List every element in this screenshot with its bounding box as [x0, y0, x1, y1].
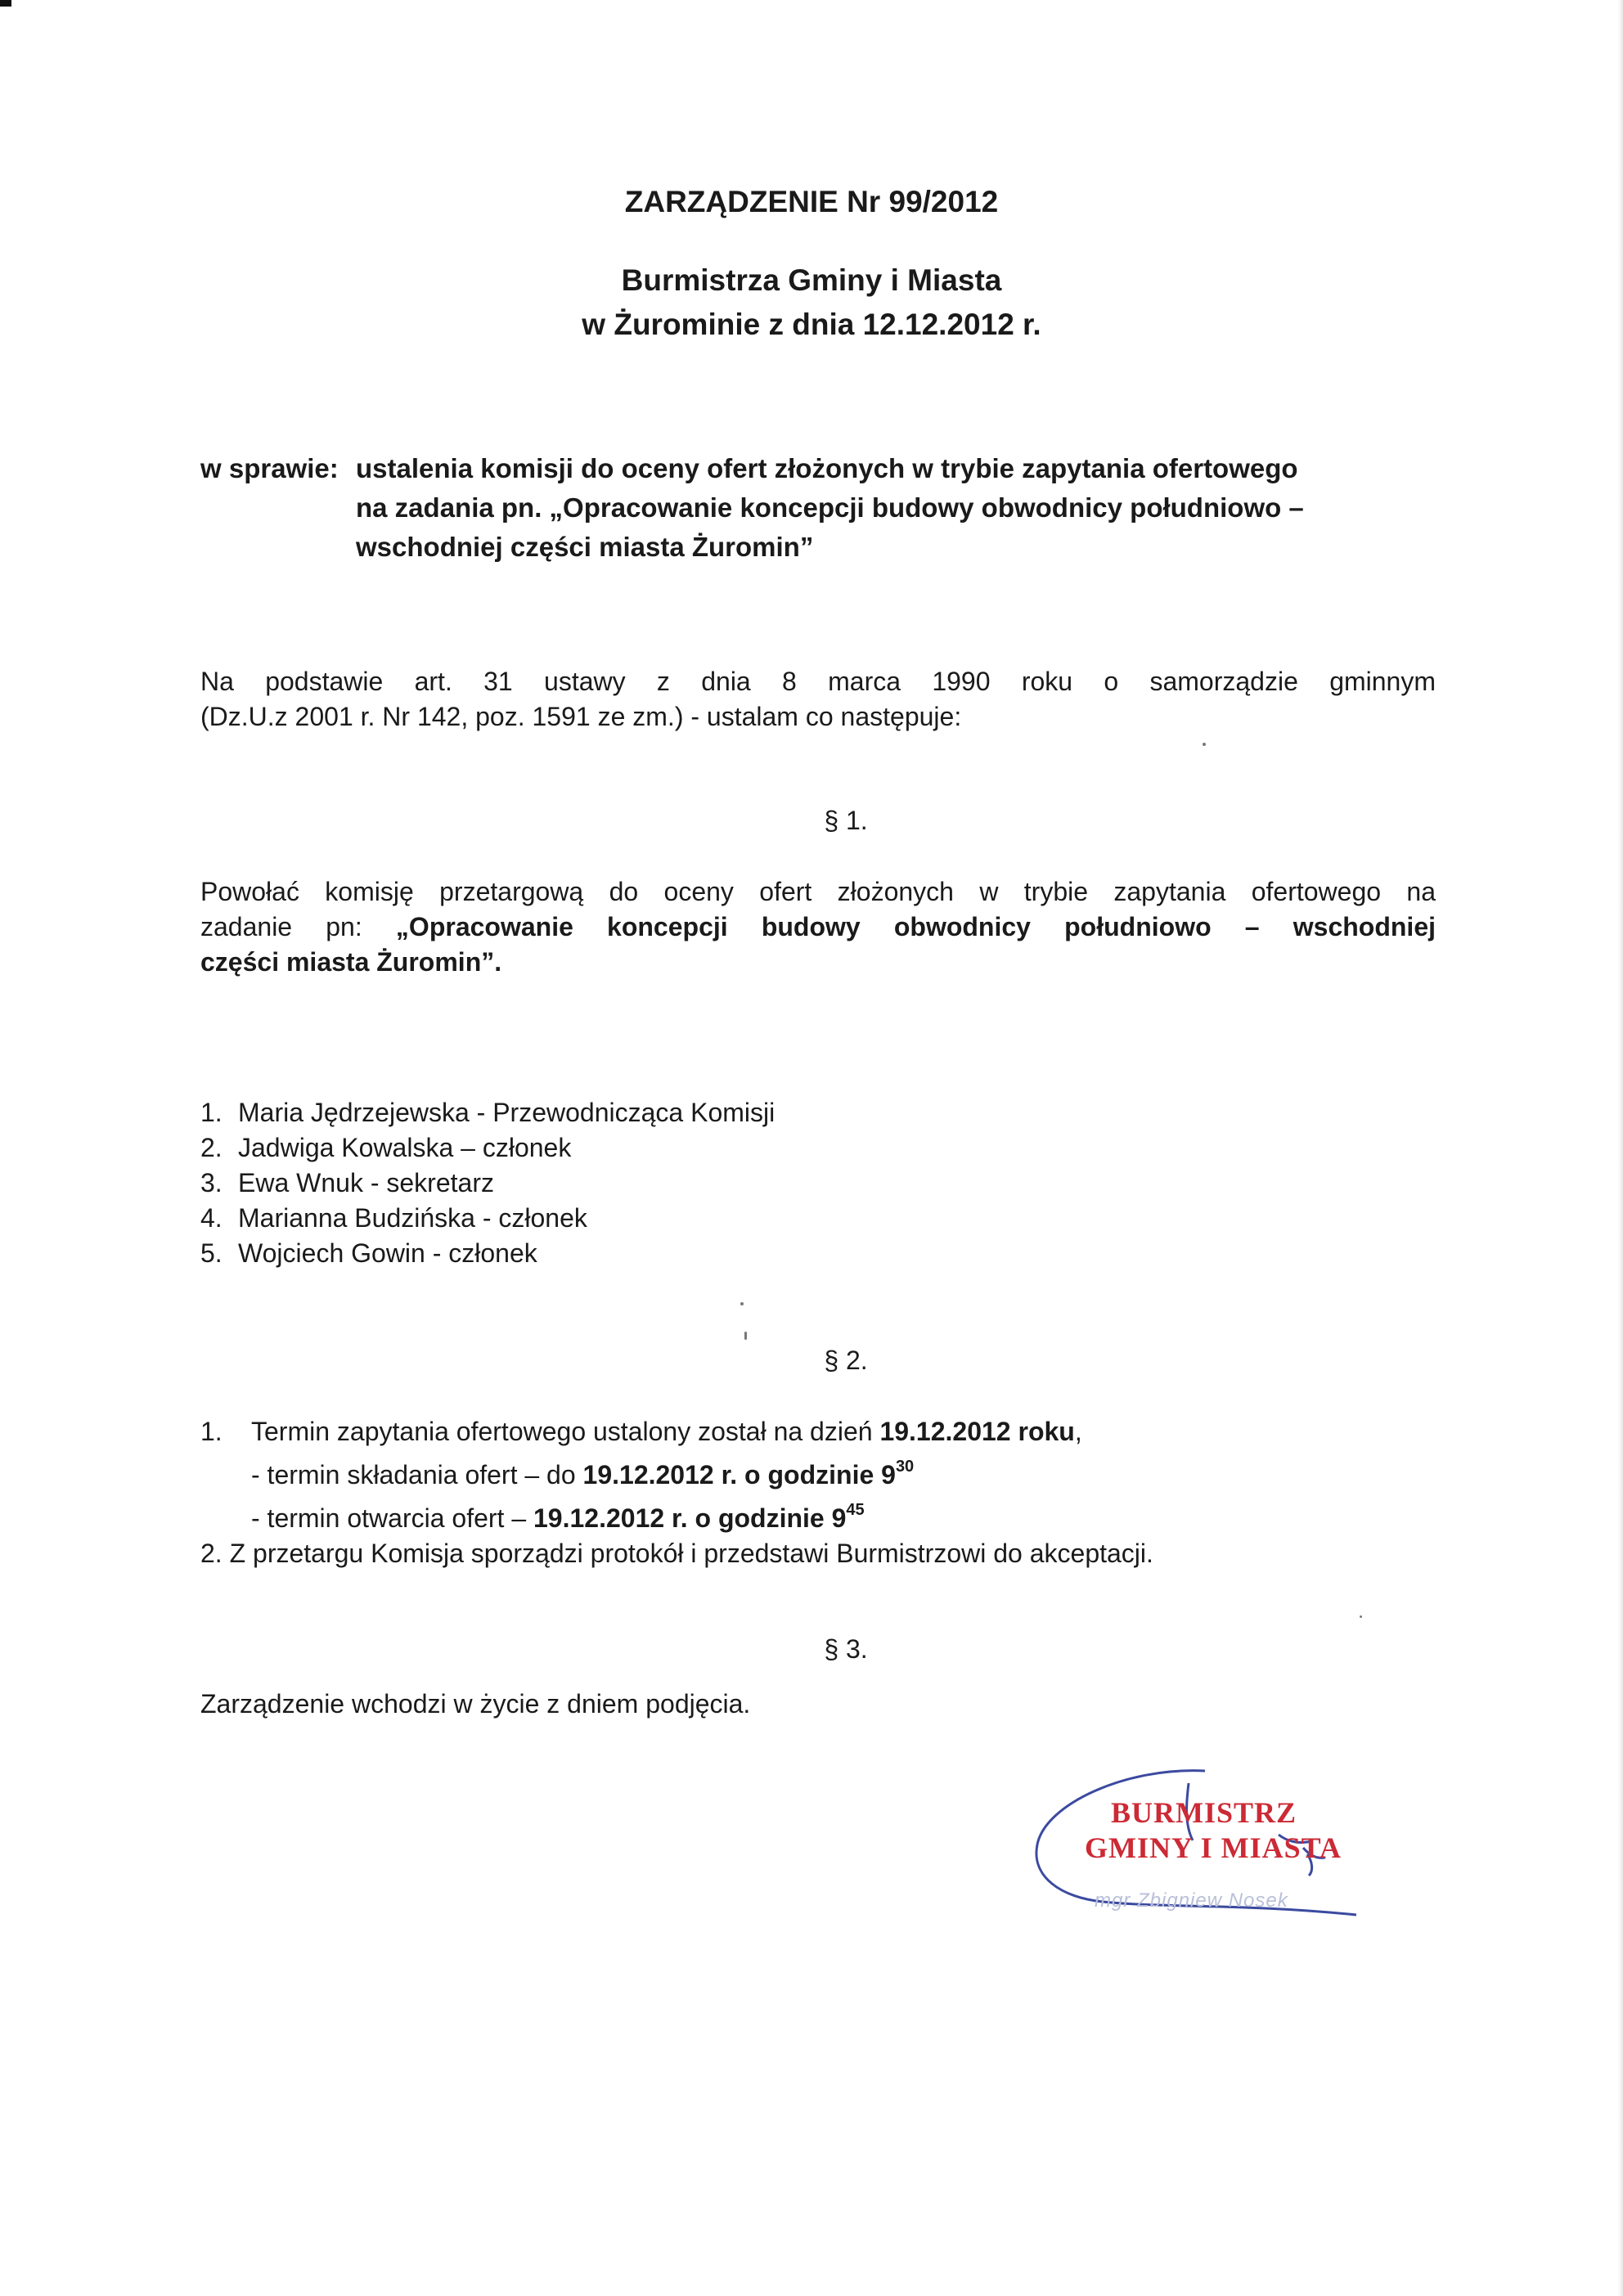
- section-1-paragraph: [200, 874, 1436, 980]
- section-1-line-2-prefix: zadanie pn:: [200, 912, 396, 941]
- term-item-1-text-wrap: [251, 1414, 1082, 1449]
- list-item: [200, 1130, 775, 1166]
- member-number: 5.: [200, 1238, 223, 1268]
- term-item-1-number: 1.: [200, 1417, 223, 1446]
- list-item: [200, 1236, 775, 1271]
- stamp-name: mgr Zbigniew Nosek: [1095, 1889, 1288, 1912]
- term-item-1-end: ,: [1074, 1417, 1082, 1446]
- issuer-line-2: w Żurominie z dnia 12.12.2012 r.: [582, 308, 1041, 341]
- mayor-stamp-signature: [1029, 1763, 1373, 1943]
- stamp-line-1: BURMISTRZ: [1111, 1796, 1297, 1829]
- section-1-line-1: Powołać komisję przetargową do oceny ofert złożonych w trybie zapytania ofertowego na: [200, 877, 1436, 906]
- term-item-1-text: Termin zapytania ofertowego ustalony został na dzień: [251, 1417, 880, 1446]
- legal-basis-line-2: (Dz.U.z 2001 r. Nr 142, poz. 1591 ze zm.) - ustalam co następuje:: [200, 702, 962, 731]
- term-submission-minutes: 30: [895, 1458, 915, 1476]
- member-name: Maria Jędrzejewska - Przewodnicząca Komisji: [238, 1098, 776, 1127]
- scan-corner-mark: [0, 0, 11, 7]
- scan-speck: [740, 1302, 744, 1305]
- term-submission-date: 19.12.2012 r. o godzinie 9: [582, 1460, 896, 1489]
- term-item-1: [200, 1414, 1444, 1449]
- term-opening: [200, 1493, 1444, 1536]
- subject-block: [200, 449, 1444, 567]
- subject-line-2: na zadania pn. „Opracowanie koncepcji budowy obwodnicy południowo –: [356, 492, 1304, 523]
- legal-basis-line-1: Na podstawie art. 31 ustawy z dnia 8 marca 1990 roku o samorządzie gminnym: [200, 667, 1436, 696]
- document-title: ZARZĄDZENIE Nr 99/2012: [624, 185, 999, 218]
- member-name: Marianna Budzińska - członek: [238, 1203, 587, 1233]
- member-name: Jadwiga Kowalska – członek: [238, 1133, 572, 1162]
- section-1-line-2-bold: „Opracowanie koncepcji budowy obwodnicy południowo – wschodniej: [395, 912, 1436, 941]
- issuer-line-1: Burmistrza Gminy i Miasta: [621, 263, 1002, 297]
- closing-statement: Zarządzenie wchodzi w życie z dniem podjęcia.: [200, 1689, 751, 1719]
- list-item: [200, 1201, 775, 1236]
- term-submission: [200, 1449, 1444, 1493]
- section-1-line-3-bold: części miasta Żuromin”.: [200, 947, 502, 977]
- member-number: 4.: [200, 1203, 223, 1233]
- list-item: [200, 1095, 775, 1130]
- member-name: Ewa Wnuk - sekretarz: [238, 1168, 494, 1197]
- member-number: 1.: [200, 1098, 223, 1127]
- subject-line-1: ustalenia komisji do oceny ofert złożonych w trybie zapytania ofertowego: [356, 453, 1298, 483]
- section-1-line-3: [200, 945, 1436, 980]
- scan-speck: [744, 1332, 747, 1340]
- scan-edge-shadow: [1618, 0, 1623, 2296]
- member-name: Wojciech Gowin - członek: [238, 1238, 537, 1268]
- committee-members-list: [200, 1095, 775, 1271]
- term-opening-minutes: 45: [846, 1501, 865, 1519]
- term-opening-text: - termin otwarcia ofert –: [251, 1503, 533, 1533]
- member-number: 2.: [200, 1133, 223, 1162]
- legal-basis-paragraph: [200, 664, 1436, 735]
- list-item: [200, 1166, 775, 1201]
- section-2-terms: [200, 1414, 1444, 1571]
- term-submission-text: - termin składania ofert – do: [251, 1460, 583, 1489]
- member-number: 3.: [200, 1168, 223, 1197]
- term-item-2: 2. Z przetargu Komisja sporządzi protokół i przedstawi Burmistrzowi do akceptacji.: [200, 1539, 1153, 1568]
- scan-speck: [1360, 1615, 1362, 1618]
- section-3-heading: § 3.: [824, 1634, 868, 1664]
- subject-label: w sprawie:: [200, 453, 339, 483]
- section-1-heading: § 1.: [824, 806, 868, 835]
- subject-line-3: wschodniej części miasta Żuromin”: [356, 532, 814, 562]
- section-2-heading: § 2.: [824, 1346, 868, 1375]
- section-1-line-2: [200, 910, 1436, 945]
- stamp-line-2: GMINY I MIASTA: [1085, 1831, 1342, 1864]
- term-opening-date: 19.12.2012 r. o godzinie 9: [533, 1503, 847, 1533]
- term-item-1-date: 19.12.2012 roku: [879, 1417, 1075, 1446]
- scan-speck: [1203, 743, 1206, 746]
